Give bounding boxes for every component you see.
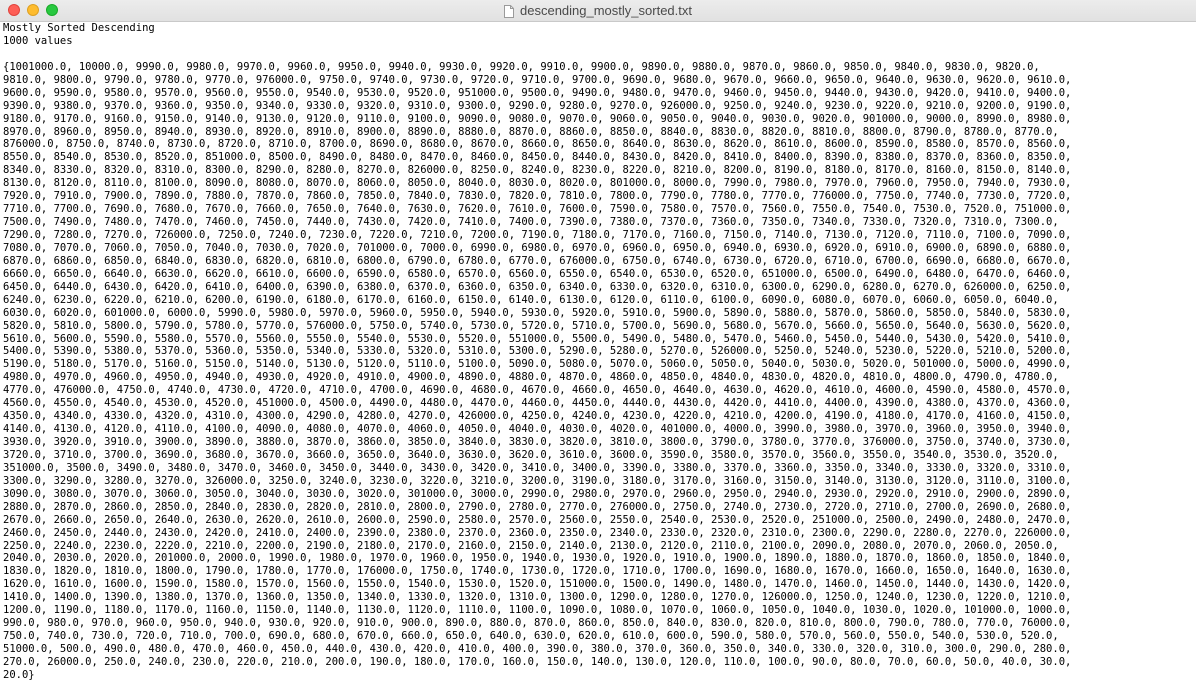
text-line: 6870.0, 6860.0, 6850.0, 6840.0, 6830.0, 6820.0, 6810.0, 6800.0, 6790.0, 6780.0, 6770.0, 676000.0, 6750.0, 6740.0, 6730.0, 6720.0, 6710.0, 6700.0, 6690.0, 6680.0, 6670.0, <box>3 254 1072 267</box>
document-icon <box>504 5 514 18</box>
text-line: 5190.0, 5180.0, 5170.0, 5160.0, 5150.0, 5140.0, 5130.0, 5120.0, 5110.0, 5100.0, 5090.0, 5080.0, 5070.0, 5060.0, 5050.0, 5040.0, 5030.0, 5020.0, 501000.0, 5000.0, 4990.0, <box>3 358 1072 371</box>
text-line: 1000 values <box>3 34 73 47</box>
text-line: 51000.0, 500.0, 490.0, 480.0, 470.0, 460.0, 450.0, 440.0, 430.0, 420.0, 410.0, 400.0, 390.0, 380.0, 370.0, 360.0, 350.0, 340.0, 330.0, 320.0, 310.0, 300.0, 290.0, 280.0, <box>3 643 1072 655</box>
text-line: 2670.0, 2660.0, 2650.0, 2640.0, 2630.0, 2620.0, 2610.0, 2600.0, 2590.0, 2580.0, 2570.0, 2560.0, 2550.0, 2540.0, 2530.0, 2520.0, 251000.0, 2500.0, 2490.0, 2480.0, 2470.0, <box>3 513 1072 526</box>
text-line: 6660.0, 6650.0, 6640.0, 6630.0, 6620.0, 6610.0, 6600.0, 6590.0, 6580.0, 6570.0, 6560.0, 6550.0, 6540.0, 6530.0, 6520.0, 651000.0, 6500.0, 6490.0, 6480.0, 6470.0, 6460.0, <box>3 267 1072 280</box>
text-line: 4350.0, 4340.0, 4330.0, 4320.0, 4310.0, 4300.0, 4290.0, 4280.0, 4270.0, 426000.0, 4250.0, 4240.0, 4230.0, 4220.0, 4210.0, 4200.0, 4190.0, 4180.0, 4170.0, 4160.0, 4150.0, <box>3 410 1072 423</box>
text-line: 8340.0, 8330.0, 8320.0, 8310.0, 8300.0, 8290.0, 8280.0, 8270.0, 826000.0, 8250.0, 8240.0, 8230.0, 8220.0, 8210.0, 8200.0, 8190.0, 8180.0, 8170.0, 8160.0, 8150.0, 8140.0, <box>3 164 1072 177</box>
text-line: 2880.0, 2870.0, 2860.0, 2850.0, 2840.0, 2830.0, 2820.0, 2810.0, 2800.0, 2790.0, 2780.0, 2770.0, 276000.0, 2750.0, 2740.0, 2730.0, 2720.0, 2710.0, 2700.0, 2690.0, 2680.0, <box>3 500 1072 513</box>
text-line: 9180.0, 9170.0, 9160.0, 9150.0, 9140.0, 9130.0, 9120.0, 9110.0, 9100.0, 9090.0, 9080.0, 9070.0, 9060.0, 9050.0, 9040.0, 9030.0, 9020.0, 901000.0, 9000.0, 8990.0, 8980.0, <box>3 112 1072 125</box>
text-line: 4980.0, 4970.0, 4960.0, 4950.0, 4940.0, 4930.0, 4920.0, 4910.0, 4900.0, 4890.0, 4880.0, 4870.0, 4860.0, 4850.0, 4840.0, 4830.0, 4820.0, 4810.0, 4800.0, 4790.0, 4780.0, <box>3 371 1059 384</box>
text-line: 1410.0, 1400.0, 1390.0, 1380.0, 1370.0, 1360.0, 1350.0, 1340.0, 1330.0, 1320.0, 1310.0, 1300.0, 1290.0, 1280.0, 1270.0, 126000.0, 1250.0, 1240.0, 1230.0, 1220.0, 1210.0, <box>3 591 1072 604</box>
text-line: 3930.0, 3920.0, 3910.0, 3900.0, 3890.0, 3880.0, 3870.0, 3860.0, 3850.0, 3840.0, 3830.0, 3820.0, 3810.0, 3800.0, 3790.0, 3780.0, 3770.0, 376000.0, 3750.0, 3740.0, 3730.0, <box>3 436 1072 448</box>
text-line: 20.0} <box>3 668 35 681</box>
text-line <box>3 48 1196 61</box>
text-line: 8970.0, 8960.0, 8950.0, 8940.0, 8930.0, 8920.0, 8910.0, 8900.0, 8890.0, 8880.0, 8870.0, 8860.0, 8850.0, 8840.0, 8830.0, 8820.0, 8810.0, 8800.0, 8790.0, 8780.0, 8770.0, <box>3 125 1059 138</box>
text-line: 3300.0, 3290.0, 3280.0, 3270.0, 326000.0, 3250.0, 3240.0, 3230.0, 3220.0, 3210.0, 3200.0, 3190.0, 3180.0, 3170.0, 3160.0, 3150.0, 3140.0, 3130.0, 3120.0, 3110.0, 3100.0, <box>3 474 1072 487</box>
text-line: Mostly Sorted Descending <box>3 22 155 34</box>
text-line: 6240.0, 6230.0, 6220.0, 6210.0, 6200.0, 6190.0, 6180.0, 6170.0, 6160.0, 6150.0, 6140.0, 6130.0, 6120.0, 6110.0, 6100.0, 6090.0, 6080.0, 6070.0, 6060.0, 6050.0, 6040.0, <box>3 293 1059 306</box>
text-line: 1200.0, 1190.0, 1180.0, 1170.0, 1160.0, 1150.0, 1140.0, 1130.0, 1120.0, 1110.0, 1100.0, 1090.0, 1080.0, 1070.0, 1060.0, 1050.0, 1040.0, 1030.0, 1020.0, 101000.0, 1000.0, <box>3 604 1072 617</box>
text-line: 9810.0, 9800.0, 9790.0, 9780.0, 9770.0, 976000.0, 9750.0, 9740.0, 9730.0, 9720.0, 9710.0, 9700.0, 9690.0, 9680.0, 9670.0, 9660.0, 9650.0, 9640.0, 9630.0, 9620.0, 9610.0, <box>3 73 1072 86</box>
text-line: 270.0, 26000.0, 250.0, 240.0, 230.0, 220.0, 210.0, 200.0, 190.0, 180.0, 170.0, 160.0, 150.0, 140.0, 130.0, 120.0, 110.0, 100.0, 90.0, 80.0, 70.0, 60.0, 50.0, 40.0, 30.0, <box>3 655 1072 668</box>
text-line: 990.0, 980.0, 970.0, 960.0, 950.0, 940.0, 930.0, 920.0, 910.0, 900.0, 890.0, 880.0, 870.0, 860.0, 850.0, 840.0, 830.0, 820.0, 810.0, 800.0, 790.0, 780.0, 770.0, 76000.0, <box>3 617 1072 630</box>
text-line: 6030.0, 6020.0, 601000.0, 6000.0, 5990.0, 5980.0, 5970.0, 5960.0, 5950.0, 5940.0, 5930.0, 5920.0, 5910.0, 5900.0, 5890.0, 5880.0, 5870.0, 5860.0, 5850.0, 5840.0, 5830.0, <box>3 306 1072 319</box>
text-line: 4560.0, 4550.0, 4540.0, 4530.0, 4520.0, 451000.0, 4500.0, 4490.0, 4480.0, 4470.0, 4460.0, 4450.0, 4440.0, 4430.0, 4420.0, 4410.0, 4400.0, 4390.0, 4380.0, 4370.0, 4360.0, <box>3 397 1072 410</box>
text-line: 9390.0, 9380.0, 9370.0, 9360.0, 9350.0, 9340.0, 9330.0, 9320.0, 9310.0, 9300.0, 9290.0, 9280.0, 9270.0, 926000.0, 9250.0, 9240.0, 9230.0, 9220.0, 9210.0, 9200.0, 9190.0, <box>3 99 1072 112</box>
fullscreen-button[interactable] <box>46 4 58 16</box>
text-line: 876000.0, 8750.0, 8740.0, 8730.0, 8720.0, 8710.0, 8700.0, 8690.0, 8680.0, 8670.0, 8660.0, 8650.0, 8640.0, 8630.0, 8620.0, 8610.0, 8600.0, 8590.0, 8580.0, 8570.0, 8560.0, <box>3 138 1072 151</box>
text-line: 4770.0, 476000.0, 4750.0, 4740.0, 4730.0, 4720.0, 4710.0, 4700.0, 4690.0, 4680.0, 4670.0, 4660.0, 4650.0, 4640.0, 4630.0, 4620.0, 4610.0, 4600.0, 4590.0, 4580.0, 4570.0, <box>3 384 1072 397</box>
text-line: 2250.0, 2240.0, 2230.0, 2220.0, 2210.0, 2200.0, 2190.0, 2180.0, 2170.0, 2160.0, 2150.0, 2140.0, 2130.0, 2120.0, 2110.0, 2100.0, 2090.0, 2080.0, 2070.0, 2060.0, 2050.0, <box>3 539 1059 552</box>
text-line: 3720.0, 3710.0, 3700.0, 3690.0, 3680.0, 3670.0, 3660.0, 3650.0, 3640.0, 3630.0, 3620.0, 3610.0, 3600.0, 3590.0, 3580.0, 3570.0, 3560.0, 3550.0, 3540.0, 3530.0, 3520.0, <box>3 448 1059 461</box>
text-line: 4140.0, 4130.0, 4120.0, 4110.0, 4100.0, 4090.0, 4080.0, 4070.0, 4060.0, 4050.0, 4040.0, 4030.0, 4020.0, 401000.0, 4000.0, 3990.0, 3980.0, 3970.0, 3960.0, 3950.0, 3940.0, <box>3 423 1072 436</box>
text-line: 2460.0, 2450.0, 2440.0, 2430.0, 2420.0, 2410.0, 2400.0, 2390.0, 2380.0, 2370.0, 2360.0, 2350.0, 2340.0, 2330.0, 2320.0, 2310.0, 2300.0, 2290.0, 2280.0, 2270.0, 226000.0, <box>3 526 1072 539</box>
text-line: 7290.0, 7280.0, 7270.0, 726000.0, 7250.0, 7240.0, 7230.0, 7220.0, 7210.0, 7200.0, 7190.0, 7180.0, 7170.0, 7160.0, 7150.0, 7140.0, 7130.0, 7120.0, 7110.0, 7100.0, 7090.0, <box>3 229 1072 241</box>
text-line: 1830.0, 1820.0, 1810.0, 1800.0, 1790.0, 1780.0, 1770.0, 176000.0, 1750.0, 1740.0, 1730.0, 1720.0, 1710.0, 1700.0, 1690.0, 1680.0, 1670.0, 1660.0, 1650.0, 1640.0, 1630.0, <box>3 565 1072 578</box>
title-bar[interactable] <box>0 0 1196 22</box>
close-button[interactable] <box>8 4 20 16</box>
window-title: descending_mostly_sorted.txt <box>520 3 692 18</box>
text-line: 7500.0, 7490.0, 7480.0, 7470.0, 7460.0, 7450.0, 7440.0, 7430.0, 7420.0, 7410.0, 7400.0, 7390.0, 7380.0, 7370.0, 7360.0, 7350.0, 7340.0, 7330.0, 7320.0, 7310.0, 7300.0, <box>3 216 1059 229</box>
text-line: 750.0, 740.0, 730.0, 720.0, 710.0, 700.0, 690.0, 680.0, 670.0, 660.0, 650.0, 640.0, 630.0, 620.0, 610.0, 600.0, 590.0, 580.0, 570.0, 560.0, 550.0, 540.0, 530.0, 520.0, <box>3 630 1059 643</box>
minimize-button[interactable] <box>27 4 39 16</box>
text-line: 7920.0, 7910.0, 7900.0, 7890.0, 7880.0, 7870.0, 7860.0, 7850.0, 7840.0, 7830.0, 7820.0, 7810.0, 7800.0, 7790.0, 7780.0, 7770.0, 776000.0, 7750.0, 7740.0, 7730.0, 7720.0, <box>3 190 1072 203</box>
text-line: {1001000.0, 10000.0, 9990.0, 9980.0, 9970.0, 9960.0, 9950.0, 9940.0, 9930.0, 9920.0, 9910.0, 9900.0, 9890.0, 9880.0, 9870.0, 9860.0, 9850.0, 9840.0, 9830.0, 9820.0, <box>3 60 1040 73</box>
title-area <box>0 0 1196 22</box>
text-content-area[interactable] <box>0 22 1196 692</box>
text-line: 5400.0, 5390.0, 5380.0, 5370.0, 5360.0, 5350.0, 5340.0, 5330.0, 5320.0, 5310.0, 5300.0, 5290.0, 5280.0, 5270.0, 526000.0, 5250.0, 5240.0, 5230.0, 5220.0, 5210.0, 5200.0, <box>3 345 1072 358</box>
text-line: 1620.0, 1610.0, 1600.0, 1590.0, 1580.0, 1570.0, 1560.0, 1550.0, 1540.0, 1530.0, 1520.0, 151000.0, 1500.0, 1490.0, 1480.0, 1470.0, 1460.0, 1450.0, 1440.0, 1430.0, 1420.0, <box>3 578 1072 591</box>
text-line: 6450.0, 6440.0, 6430.0, 6420.0, 6410.0, 6400.0, 6390.0, 6380.0, 6370.0, 6360.0, 6350.0, 6340.0, 6330.0, 6320.0, 6310.0, 6300.0, 6290.0, 6280.0, 6270.0, 626000.0, 6250.0, <box>3 280 1072 293</box>
text-line: 2040.0, 2030.0, 2020.0, 201000.0, 2000.0, 1990.0, 1980.0, 1970.0, 1960.0, 1950.0, 1940.0, 1930.0, 1920.0, 1910.0, 1900.0, 1890.0, 1880.0, 1870.0, 1860.0, 1850.0, 1840.0, <box>3 552 1072 565</box>
text-line: 7080.0, 7070.0, 7060.0, 7050.0, 7040.0, 7030.0, 7020.0, 701000.0, 7000.0, 6990.0, 6980.0, 6970.0, 6960.0, 6950.0, 6940.0, 6930.0, 6920.0, 6910.0, 6900.0, 6890.0, 6880.0, <box>3 241 1072 254</box>
text-line: 5610.0, 5600.0, 5590.0, 5580.0, 5570.0, 5560.0, 5550.0, 5540.0, 5530.0, 5520.0, 551000.0, 5500.0, 5490.0, 5480.0, 5470.0, 5460.0, 5450.0, 5440.0, 5430.0, 5420.0, 5410.0, <box>3 332 1072 345</box>
text-line: 5820.0, 5810.0, 5800.0, 5790.0, 5780.0, 5770.0, 576000.0, 5750.0, 5740.0, 5730.0, 5720.0, 5710.0, 5700.0, 5690.0, 5680.0, 5670.0, 5660.0, 5650.0, 5640.0, 5630.0, 5620.0, <box>3 319 1072 332</box>
text-line: 9600.0, 9590.0, 9580.0, 9570.0, 9560.0, 9550.0, 9540.0, 9530.0, 9520.0, 951000.0, 9500.0, 9490.0, 9480.0, 9470.0, 9460.0, 9450.0, 9440.0, 9430.0, 9420.0, 9410.0, 9400.0, <box>3 86 1072 99</box>
text-line: 7710.0, 7700.0, 7690.0, 7680.0, 7670.0, 7660.0, 7650.0, 7640.0, 7630.0, 7620.0, 7610.0, 7600.0, 7590.0, 7580.0, 7570.0, 7560.0, 7550.0, 7540.0, 7530.0, 7520.0, 751000.0, <box>3 203 1072 216</box>
text-line: 8550.0, 8540.0, 8530.0, 8520.0, 851000.0, 8500.0, 8490.0, 8480.0, 8470.0, 8460.0, 8450.0, 8440.0, 8430.0, 8420.0, 8410.0, 8400.0, 8390.0, 8380.0, 8370.0, 8360.0, 8350.0, <box>3 151 1072 164</box>
text-line: 8130.0, 8120.0, 8110.0, 8100.0, 8090.0, 8080.0, 8070.0, 8060.0, 8050.0, 8040.0, 8030.0, 8020.0, 801000.0, 8000.0, 7990.0, 7980.0, 7970.0, 7960.0, 7950.0, 7940.0, 7930.0, <box>3 177 1072 190</box>
text-line: 3090.0, 3080.0, 3070.0, 3060.0, 3050.0, 3040.0, 3030.0, 3020.0, 301000.0, 3000.0, 2990.0, 2980.0, 2970.0, 2960.0, 2950.0, 2940.0, 2930.0, 2920.0, 2910.0, 2900.0, 2890.0, <box>3 487 1072 500</box>
text-line: 351000.0, 3500.0, 3490.0, 3480.0, 3470.0, 3460.0, 3450.0, 3440.0, 3430.0, 3420.0, 3410.0, 3400.0, 3390.0, 3380.0, 3370.0, 3360.0, 3350.0, 3340.0, 3330.0, 3320.0, 3310.0, <box>3 461 1072 474</box>
